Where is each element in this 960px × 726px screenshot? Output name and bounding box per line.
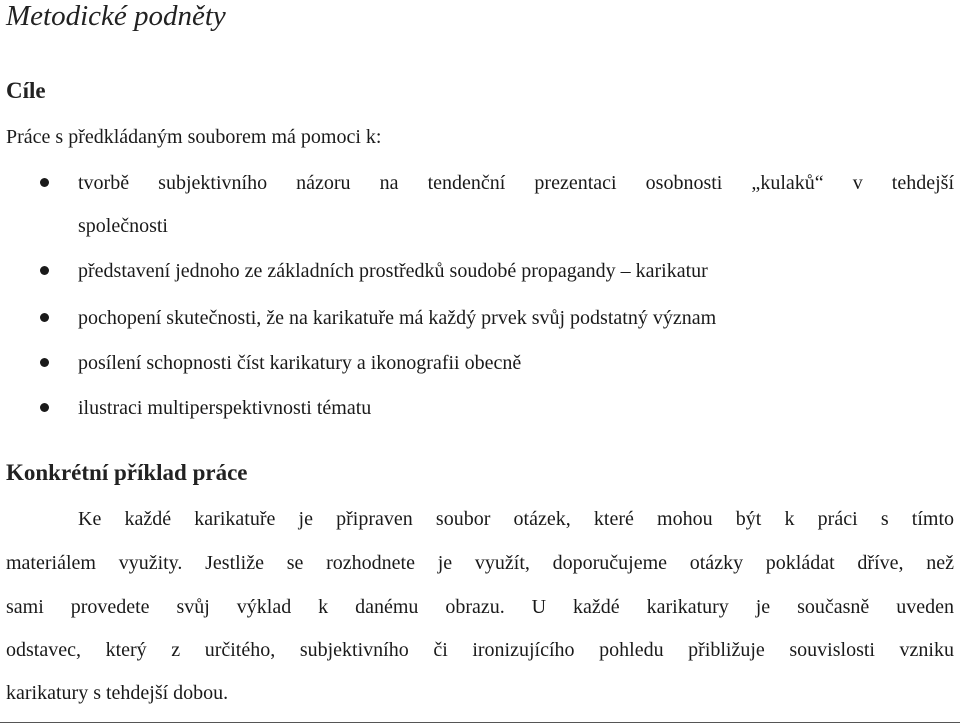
paragraph-line-5: karikatury s tehdejší dobou. [6,682,229,704]
goal-text: tvorbě subjektivního názoru na tendenční prezentaci osobnosti „kulaků“ v tehdejší [78,172,954,194]
goal-text: představení jednoho ze základních prostředků soudobé propagandy – karikatur [78,260,708,282]
bullet-icon [40,313,49,322]
goals-heading: Cíle [6,78,46,103]
goal-text: posílení schopnosti číst karikatury a ikonografii obecně [78,352,522,374]
paragraph-line-2: materiálem využity. Jestliže se rozhodnete je využít, doporučujeme otázky pokládat dříve, než [6,552,954,574]
bullet-icon [40,178,49,187]
goal-item-1-continuation: společnosti [78,215,168,237]
paragraph-line-3: sami provedete svůj výklad k danému obrazu. U každé karikatury je současně uveden [6,596,954,618]
bullet-icon [40,403,49,412]
paragraph-line-1: Ke každé karikatuře je připraven soubor otázek, které mohou být k práci s tímto [78,508,954,530]
bottom-divider [0,722,960,723]
goal-text: pochopení skutečnosti, že na karikatuře má každý prvek svůj podstatný význam [78,307,717,329]
paragraph-line-4: odstavec, který z určitého, subjektivního či ironizujícího pohledu přibližuje souvislosti vzniku [6,639,954,661]
goal-text: ilustraci multiperspektivnosti tématu [78,397,372,419]
bullet-icon [40,358,49,367]
example-heading: Konkrétní příklad práce [6,460,248,485]
bullet-icon [40,266,49,275]
page-title: Metodické podněty [6,0,226,32]
goals-intro: Práce s předkládaným souborem má pomoci k: [6,126,382,148]
